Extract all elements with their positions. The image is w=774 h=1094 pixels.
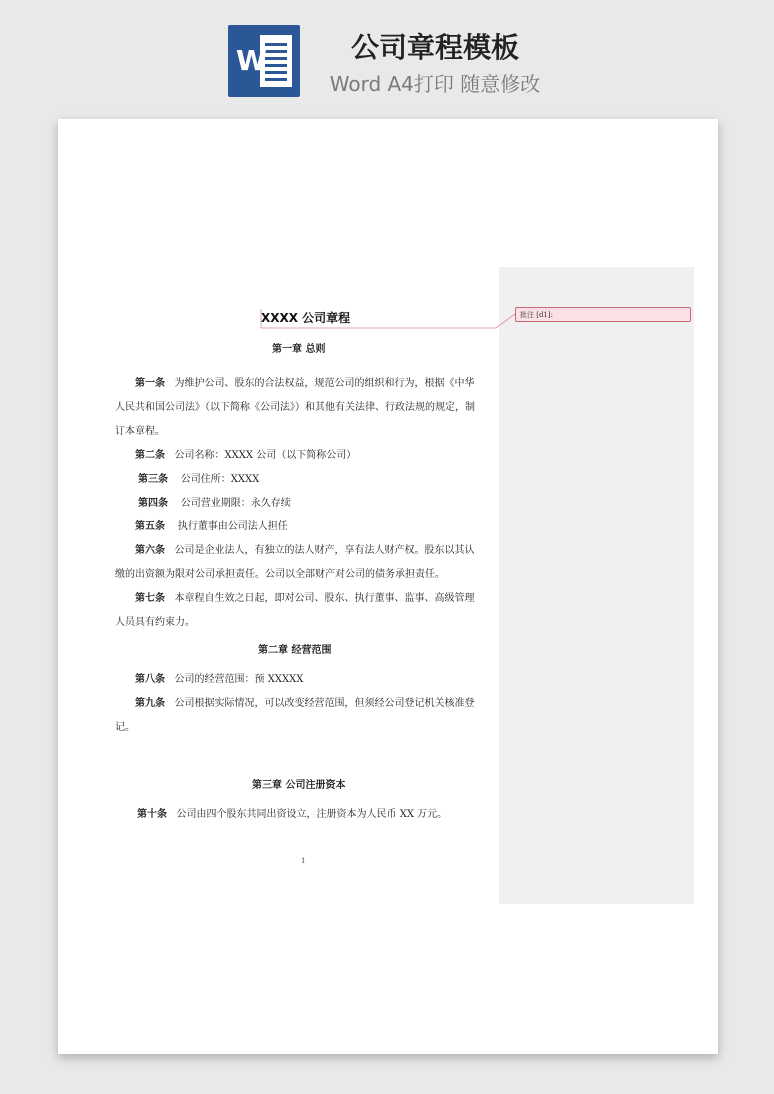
chapter-heading: 第三章 公司注册资本 — [252, 780, 346, 791]
article-text: 记。 — [115, 722, 135, 733]
article-text: 公司名称：XXXX 公司（以下简称公司） — [174, 450, 357, 461]
word-icon-letter: W — [236, 44, 267, 77]
article-label: 第二条 — [135, 450, 165, 461]
article-label: 第八条 — [135, 674, 165, 685]
article-text: 执行董事由公司法人担任 — [177, 521, 288, 532]
chapter-heading: 第二章 经营范围 — [258, 645, 332, 656]
article — [137, 808, 447, 822]
article — [135, 673, 303, 687]
article — [135, 377, 475, 391]
article-label: 第七条 — [135, 593, 165, 604]
comment-box[interactable] — [515, 307, 691, 322]
article-label: 第一条 — [135, 378, 165, 389]
article-text: 本章程自生效之日起，即对公司、股东、执行董事、监事、高级管理 — [174, 593, 475, 604]
article-label: 第三条 — [138, 474, 168, 485]
document-title: XXXX 公司章程 — [261, 311, 351, 325]
article-label: 第六条 — [135, 545, 165, 556]
article-text: 公司营业期限：永久存续 — [180, 498, 291, 509]
article-label: 第五条 — [135, 521, 165, 532]
article — [135, 520, 288, 534]
banner-subtitle: Word A4打印 随意修改 — [329, 72, 541, 96]
article — [135, 544, 475, 558]
word-icon — [228, 25, 300, 97]
article-text: 人民共和国公司法》（以下简称《公司法》）和其他有关法律、行政法规的规定，制 — [115, 402, 475, 413]
article-text: 公司是企业法人，有独立的法人财产，享有法人财产权。股东以其认 — [174, 545, 475, 556]
article-label: 第九条 — [135, 698, 165, 709]
article-text: 订本章程。 — [115, 426, 165, 437]
article-text: 公司住所：XXXX — [180, 474, 260, 485]
article-text: 为维护公司、股东的合法权益，规范公司的组织和行为，根据《中华 — [174, 378, 475, 389]
article-text: 人员具有约束力。 — [115, 617, 195, 628]
article — [135, 592, 475, 606]
article-text: 缴的出资额为限对公司承担责任。公司以全部财产对公司的债务承担责任。 — [115, 569, 445, 580]
article-text: 公司由四个股东共同出资设立，注册资本为人民币 XX 万元。 — [176, 809, 448, 820]
chapter-heading: 第一章 总则 — [272, 344, 326, 355]
article-text: 公司的经营范围：预 XXXXX — [174, 674, 304, 685]
article-label: 第十条 — [137, 809, 167, 820]
article-label: 第四条 — [138, 498, 168, 509]
comment-pane — [499, 267, 694, 904]
article — [135, 697, 475, 711]
document-page — [58, 119, 718, 1054]
article-text: 公司根据实际情况，可以改变经营范围，但须经公司登记机关核准登 — [174, 698, 475, 709]
article — [138, 473, 259, 487]
article — [138, 497, 291, 511]
article — [135, 449, 356, 463]
comment-label: 批注 [d1]: — [520, 311, 553, 319]
banner — [0, 0, 774, 118]
banner-title: 公司章程模板 — [350, 31, 519, 64]
page-number: 1 — [301, 857, 306, 865]
